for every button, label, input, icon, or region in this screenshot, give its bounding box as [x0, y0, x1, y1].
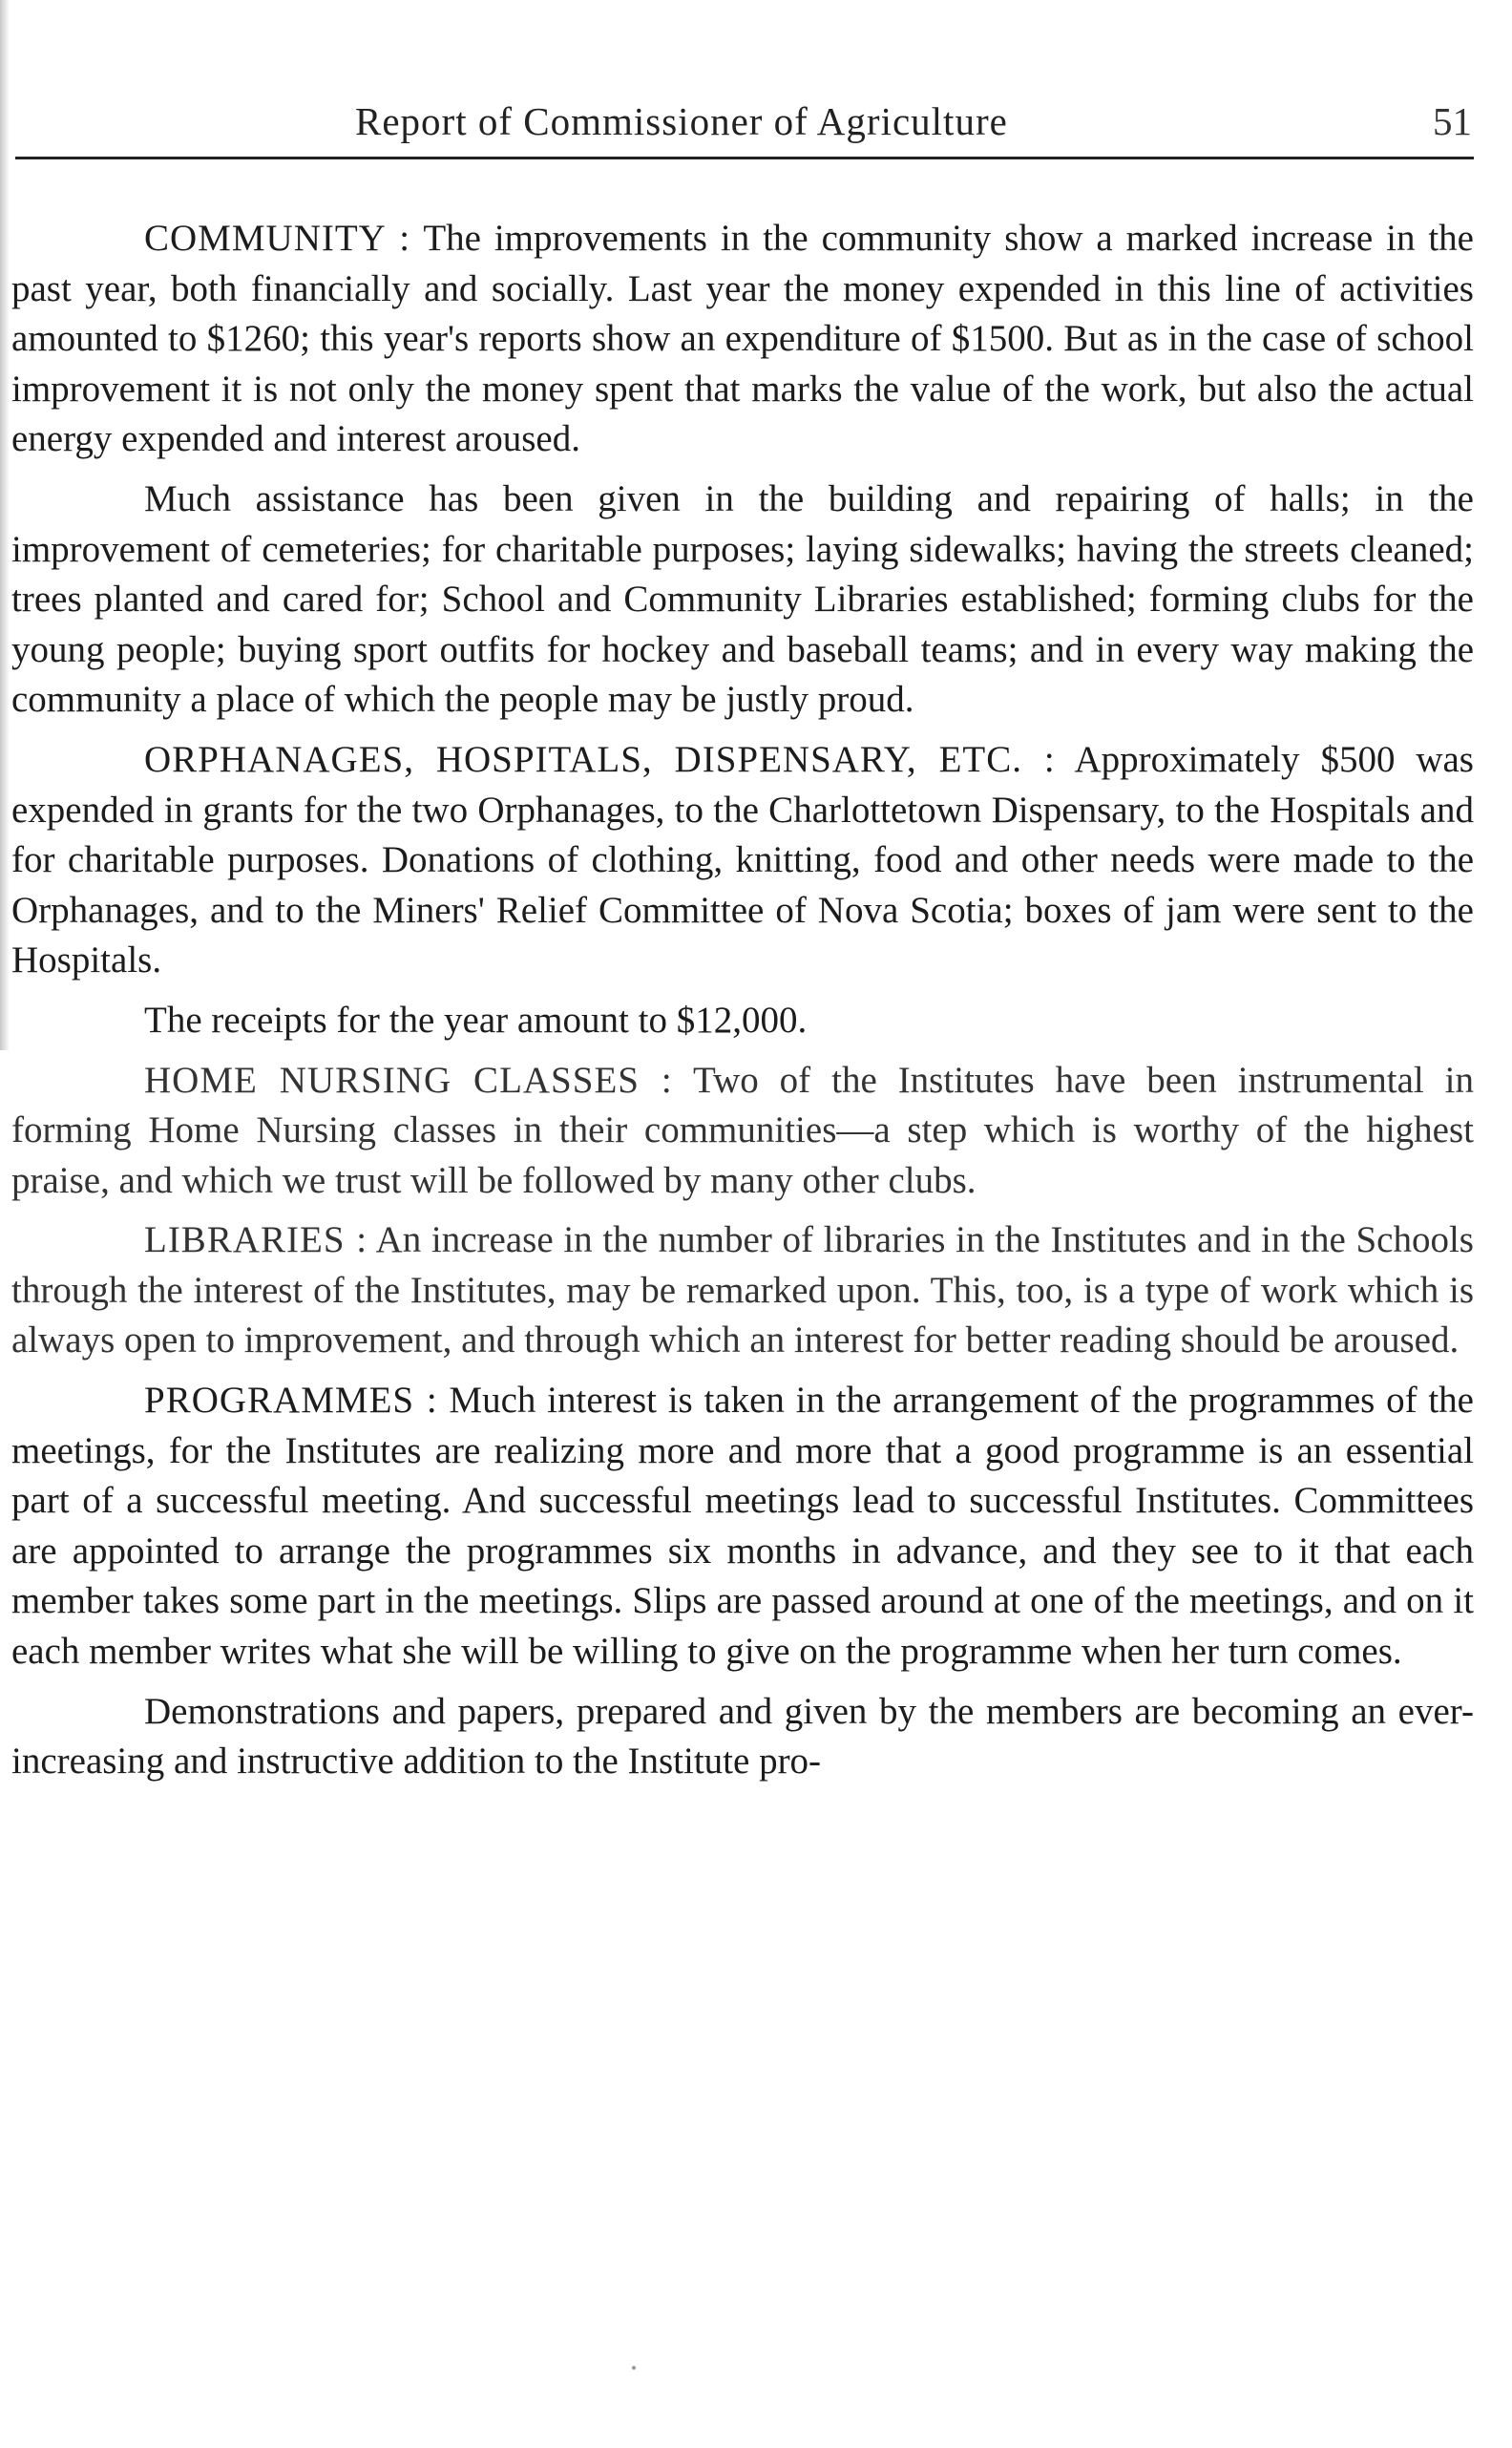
paragraph-text: Much interest is taken in the arrangement of the programmes of the meetings, for the Institutes are realizing more and more that a good programme is an essential part of a successful meeting. And successful meetings lead to successful Institutes. Committees are appointed to arrange the programmes six months in advance, and they see to it that each member takes some part in the meetings. Slips are passed around at one of the meetings, and on it each member writes what she will be willing to give on the programme when her turn comes. [11, 1380, 1474, 1673]
page-number: 51 [1433, 99, 1472, 143]
paragraph-text: Two of the Institutes have been instrumental in forming Home Nursing classes in their communities—a step which is worthy of the highest praise, and which we trust will be followed by many other clubs. [11, 1059, 1474, 1201]
section-heading-community: COMMUNITY : [144, 218, 411, 259]
paragraph-text: The improvements in the community show a marked increase in the past year, both financially and socially. Last year the money expended in this line of activities amounted to $1260; this year's reports show an expenditure of $1500. But as in the case of school improvement it is not only the money spent that marks the value of the work, but also the actual energy expended and interest aroused. [11, 218, 1474, 460]
paragraph-home-nursing [11, 1056, 1474, 1207]
paragraph-receipts [11, 996, 1474, 1046]
body-text [11, 214, 1474, 1797]
paragraph-text: Approximately $500 was expended in grants for the two Orphanages, to the Charlottetown Dispensary, to the Hospitals and for charitable purposes. Donations of clothing, knitting, food and other needs were made to the Orphanages, and to the Miners' Relief Committee of Nova Scotia; boxes of jam were sent to the Hospitals. [11, 738, 1474, 981]
header-rule [15, 157, 1474, 159]
paragraph-orphanages [11, 735, 1474, 986]
paragraph-text: Demonstrations and papers, prepared and given by the members are becoming an ever-increasing and instructive addition to the Institute pro- [11, 1690, 1474, 1783]
paragraph-text: The receipts for the year amount to $12,000. [144, 999, 808, 1041]
section-heading-orphanages: ORPHANAGES, HOSPITALS, DISPENSARY, ETC. : [144, 738, 1056, 780]
paragraph-community-assistance [11, 475, 1474, 726]
paragraph-libraries [11, 1215, 1474, 1366]
paragraph-programmes [11, 1376, 1474, 1678]
scan-edge-shadow [0, 0, 10, 1050]
paragraph-demonstrations [11, 1687, 1474, 1787]
section-heading-programmes: PROGRAMMES : [144, 1380, 438, 1422]
running-header [11, 88, 1472, 155]
paragraph-text: Much assistance has been given in the building and repairing of halls; in the improvement of cemeteries; for charitable purposes; laying sidewalks; having the streets cleaned; trees planted and cared for; School and Community Libraries established; forming clubs for the young people; buying sport outfits for hockey and baseball teams; and in every way making the community a place of which the people may be justly proud. [11, 477, 1474, 721]
paragraph-community [11, 214, 1474, 465]
paragraph-text: An increase in the number of libraries in the Institutes and in the Schools through the interest of the Institutes, may be remarked upon. This, too, is a type of work which is always open to improvement, and through which an interest for better reading should be aroused. [11, 1219, 1474, 1361]
section-heading-libraries: LIBRARIES : [144, 1219, 368, 1261]
header-title: Report of Commissioner of Agriculture [355, 99, 1008, 143]
section-heading-home-nursing: HOME NURSING CLASSES : [144, 1059, 673, 1101]
scan-speck [632, 2366, 636, 2370]
